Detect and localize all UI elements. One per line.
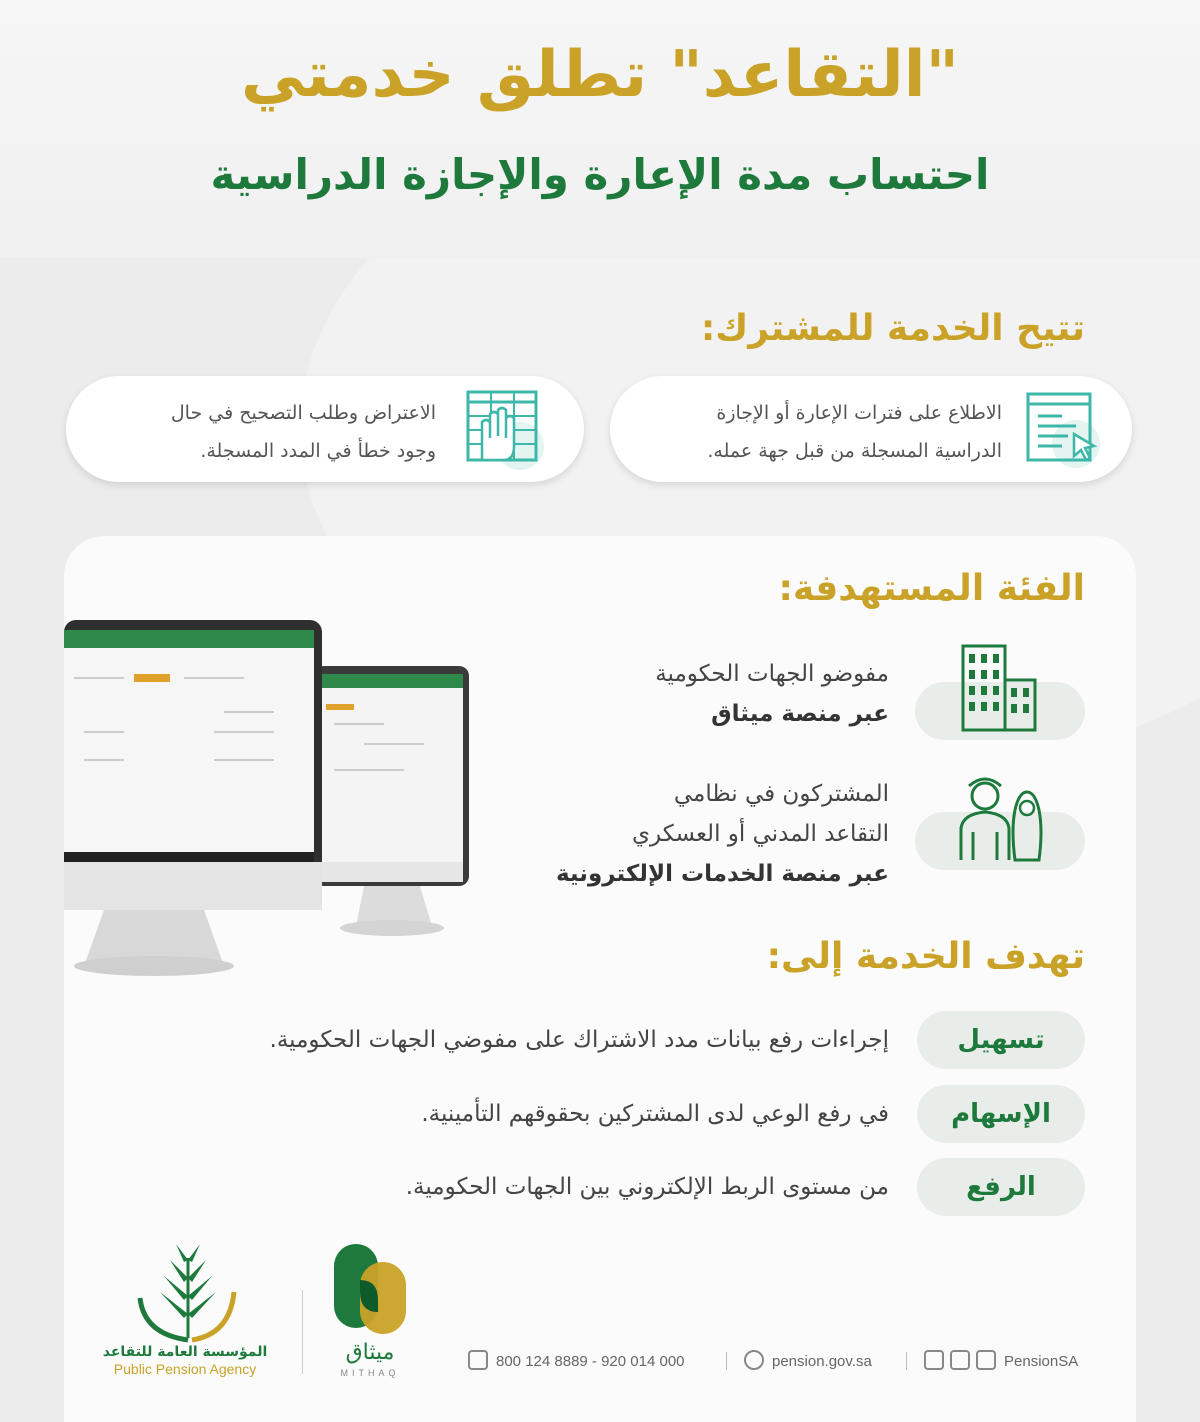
mithaq-name-en: MITHAQ: [340, 1368, 400, 1378]
page-subtitle: احتساب مدة الإعارة والإجازة الدراسية: [210, 150, 990, 199]
website-link[interactable]: pension.gov.sa: [772, 1353, 872, 1370]
target-item-government: [525, 640, 1085, 750]
aim-item-raise: [85, 1158, 1085, 1216]
aim-item-contribute: [85, 1085, 1085, 1143]
target-item-subscribers: [525, 770, 1085, 900]
people-icon: [949, 770, 1049, 870]
social-handle: PensionSA: [1004, 1353, 1079, 1370]
feature-object-line1: الاعتراض وطلب التصحيح في حال: [170, 402, 436, 424]
features-heading: تتيح الخدمة للمشترك:: [700, 308, 1085, 349]
agency-name-ar: المؤسسة العامة للتقاعد: [102, 1344, 268, 1360]
target-subscribers-platform: عبر منصة الخدمات الإلكترونية: [555, 861, 889, 887]
hand-table-icon: [460, 386, 544, 470]
aim-label-raise: الرفع: [917, 1158, 1085, 1216]
monitors-illustration: [64, 600, 484, 980]
aim-text-contribute: في رفع الوعي لدى المشتركين بحقوقهم التأمينية.: [421, 1101, 889, 1127]
pension-agency-logo: [130, 1238, 242, 1348]
feature-card-object: [66, 376, 584, 482]
form-cursor-icon: [1018, 386, 1102, 470]
twitter-icon[interactable]: [924, 1350, 944, 1370]
mithaq-logo: [330, 1240, 412, 1336]
contact-bar: [468, 1350, 1098, 1374]
agency-name-en: Public Pension Agency: [113, 1361, 257, 1377]
target-subscribers-line1: المشتركون في نظامي: [673, 781, 889, 807]
globe-icon: [744, 1350, 764, 1370]
aims-heading: تهدف الخدمة إلى:: [766, 936, 1085, 977]
youtube-icon[interactable]: [976, 1350, 996, 1370]
aim-text-raise: من مستوى الربط الإلكتروني بين الجهات الحكومية.: [405, 1174, 889, 1200]
phone-numbers: 800 124 8889 - 920 014 000: [496, 1353, 685, 1370]
feature-view-line2: الدراسية المسجلة من قبل جهة عمله.: [707, 440, 1002, 462]
feature-card-view: [610, 376, 1132, 482]
aim-item-facilitate: [85, 1011, 1085, 1069]
page-title: "التقاعد" تطلق خدمتي: [241, 38, 959, 112]
aim-label-contribute: الإسهام: [917, 1085, 1085, 1143]
logo-divider: [302, 1290, 303, 1374]
target-subscribers-line2: التقاعد المدني أو العسكري: [632, 821, 889, 847]
feature-view-line1: الاطلاع على فترات الإعارة أو الإجازة: [716, 402, 1002, 424]
phone-icon: [468, 1350, 488, 1370]
target-heading: الفئة المستهدفة:: [778, 568, 1085, 609]
aim-label-facilitate: تسهيل: [917, 1011, 1085, 1069]
target-government-line1: مفوضو الجهات الحكومية: [655, 661, 889, 687]
target-government-platform: عبر منصة ميثاق: [711, 701, 889, 727]
aim-text-facilitate: إجراءات رفع بيانات مدد الاشتراك على مفوضي الجهات الحكومية.: [269, 1027, 889, 1053]
buildings-icon: [949, 640, 1049, 740]
instagram-icon[interactable]: [950, 1350, 970, 1370]
feature-object-line2: وجود خطأ في المدد المسجلة.: [200, 440, 436, 462]
mithaq-name-ar: ميثاق: [345, 1340, 395, 1365]
